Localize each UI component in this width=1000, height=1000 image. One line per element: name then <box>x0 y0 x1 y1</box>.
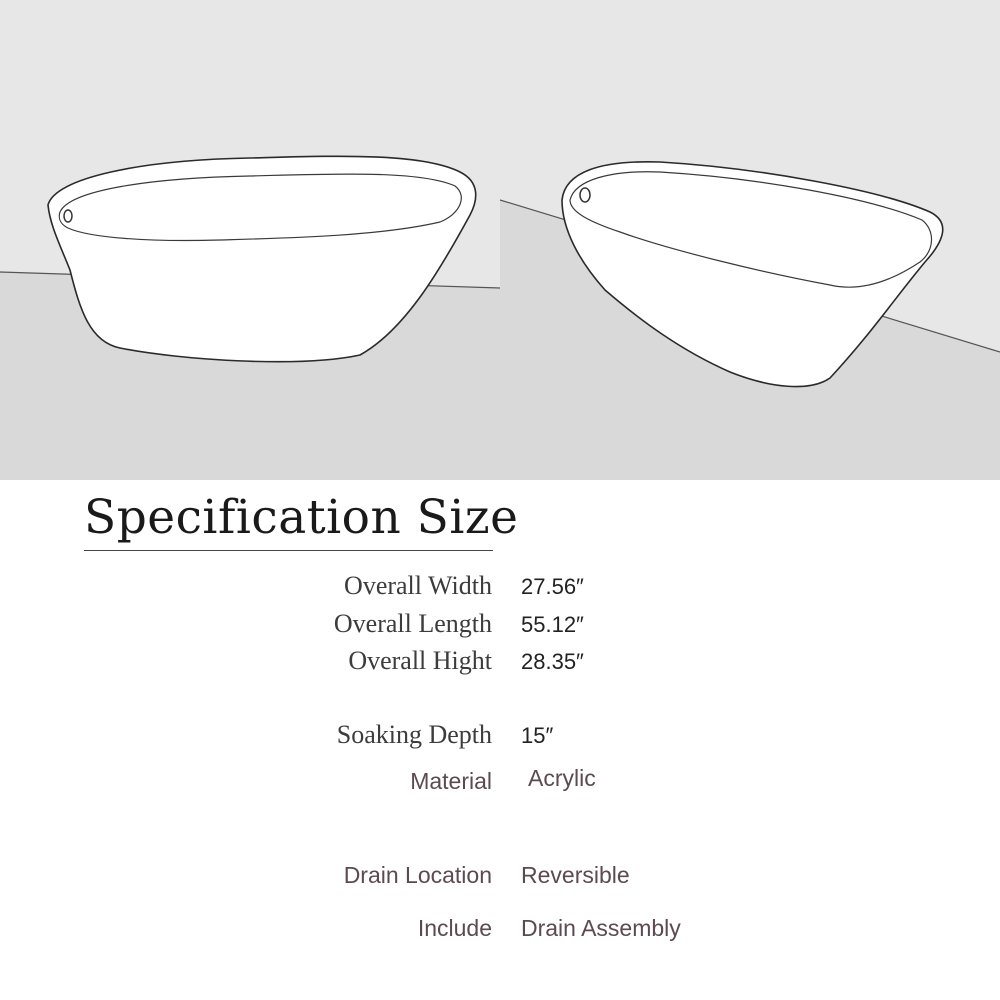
spec-value-drain-location: Reversible <box>521 862 630 888</box>
bathtub-drawing <box>0 0 1000 480</box>
spec-value-overall-width: 27.56″ <box>521 574 584 599</box>
spec-value-overall-length: 55.12″ <box>521 612 584 637</box>
spec-value-overall-hight: 28.35″ <box>521 649 584 674</box>
spec-title: Specification Size <box>84 490 519 545</box>
spec-title-underline <box>84 550 493 551</box>
spec-label-material: Material <box>410 768 492 794</box>
spec-label-soaking-depth: Soaking Depth <box>336 720 492 749</box>
spec-label-include: Include <box>417 915 492 941</box>
spec-value-soaking-depth: 15″ <box>521 723 554 748</box>
spec-label-overall-width: Overall Width <box>344 571 492 600</box>
spec-label-drain-location: Drain Location <box>343 862 492 888</box>
spec-value-include: Drain Assembly <box>521 915 681 941</box>
spec-label-overall-hight: Overall Hight <box>348 646 492 675</box>
spec-value-material: Acrylic <box>528 765 596 791</box>
spec-label-overall-length: Overall Length <box>333 609 492 638</box>
product-illustration <box>0 0 1000 480</box>
